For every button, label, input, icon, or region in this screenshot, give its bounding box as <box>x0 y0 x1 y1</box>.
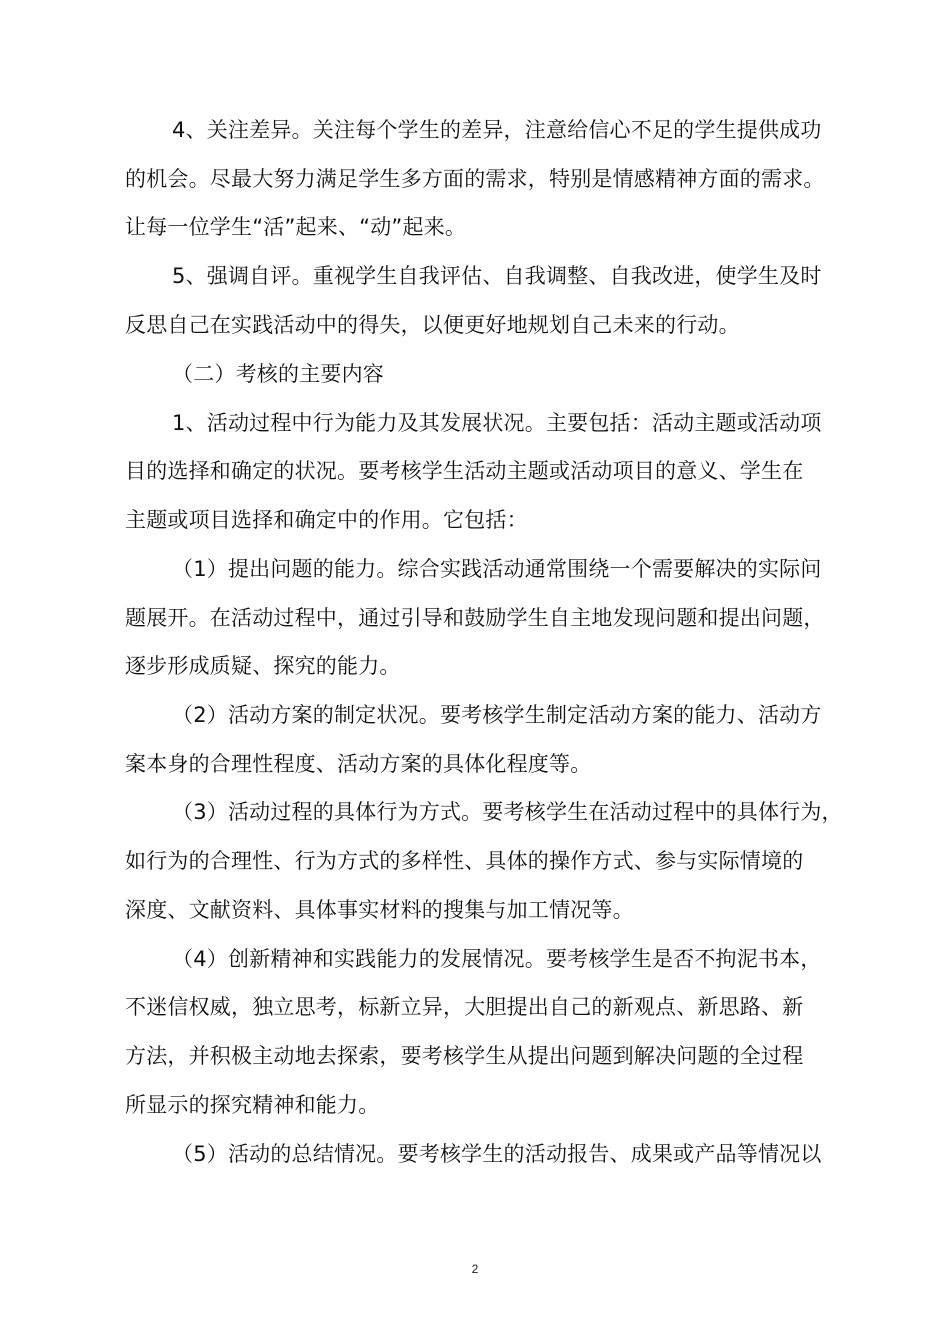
text-line: （1）提出问题的能力。综合实践活动通常围绕一个需要解决的实际问 <box>172 557 822 581</box>
text-line: 4、关注差异。关注每个学生的差异，注意给信心不足的学生提供成功 <box>172 118 822 142</box>
text-line: 题展开。在活动过程中，通过引导和鼓励学生自主地发现问题和提出问题， <box>125 606 825 630</box>
text-line: 所显示的探究精神和能力。 <box>125 1093 380 1117</box>
text-line: 的机会。尽最大努力满足学生多方面的需求，特别是情感精神方面的需求。 <box>125 167 825 191</box>
text-line: 让每一位学生“活”起来、“动”起来。 <box>125 215 467 239</box>
text-line: 目的选择和确定的状况。要考核学生活动主题或活动项目的意义、学生在 <box>125 459 804 483</box>
text-line: 5、强调自评。重视学生自我评估、自我调整、自我改进，使学生及时 <box>172 264 822 288</box>
text-line: 深度、文献资料、具体事实材料的搜集与加工情况等。 <box>125 898 634 922</box>
text-line: （2）活动方案的制定状况。要考核学生制定活动方案的能力、活动方 <box>172 703 822 727</box>
text-line: 案本身的合理性程度、活动方案的具体化程度等。 <box>125 752 592 776</box>
text-line: 方法，并积极主动地去探索，要考核学生从提出问题到解决问题的全过程 <box>125 1044 804 1068</box>
text-line: （3）活动过程的具体行为方式。要考核学生在活动过程中的具体行为， <box>172 800 843 824</box>
text-line: 如行为的合理性、行为方式的多样性、具体的操作方式、参与实际情境的 <box>125 849 804 873</box>
text-line: 反思自己在实践活动中的得失，以便更好地规划自己未来的行动。 <box>125 313 740 337</box>
section-heading: （二）考核的主要内容 <box>172 362 384 386</box>
text-line: 1、活动过程中行为能力及其发展状况。主要包括：活动主题或活动项 <box>172 411 822 435</box>
text-line: （5）活动的总结情况。要考核学生的活动报告、成果或产品等情况以 <box>172 1142 822 1166</box>
text-line: 主题或项目选择和确定中的作用。它包括： <box>125 508 528 532</box>
text-line: 不迷信权威，独立思考，标新立异，大胆提出自己的新观点、新思路、新 <box>125 995 804 1019</box>
page-number: 2 <box>471 1262 479 1276</box>
text-line: 逐步形成质疑、探究的能力。 <box>125 654 401 678</box>
text-line: （4）创新精神和实践能力的发展情况。要考核学生是否不拘泥书本， <box>172 947 822 971</box>
